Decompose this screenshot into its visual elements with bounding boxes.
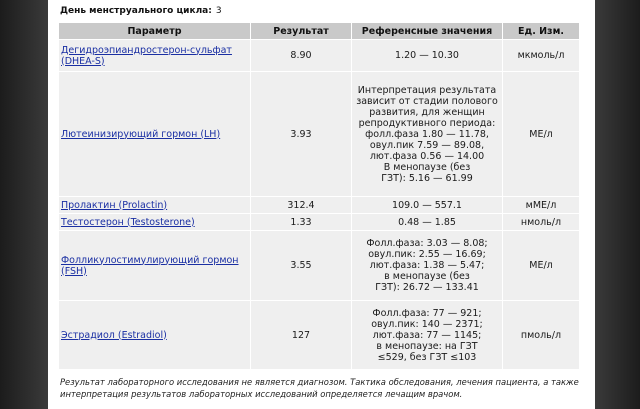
parameter-link-testosterone[interactable]: Тестостерон (Testosterone)	[61, 216, 195, 228]
results-table	[58, 22, 580, 370]
table-row	[59, 40, 579, 71]
cycle-day	[60, 6, 222, 16]
table-header-row	[59, 23, 579, 39]
top-divider	[60, 0, 580, 2]
table-row	[59, 197, 579, 213]
header-result: Результат	[251, 23, 351, 39]
reference-cell: Фолл.фаза: 3.03 — 8.08; овул.пик: 2.55 — 16.69; лют.фаза: 1.38 — 5.47; в менопаузе (без ГЗТ): 26.72 — 133.41	[352, 231, 502, 300]
reference-cell: 1.20 — 10.30	[352, 40, 502, 71]
cycle-day-label: День менструального цикла:	[60, 6, 212, 16]
left-background	[0, 0, 48, 409]
header-reference: Референсные значения	[352, 23, 502, 39]
parameter-link-fsh[interactable]: Фолликулостимулирующий гормон (FSH)	[61, 254, 239, 277]
parameter-link-estradiol[interactable]: Эстрадиол (Estradiol)	[61, 329, 167, 341]
parameter-cell	[59, 72, 250, 196]
reference-cell: Интерпретация результата зависит от стадии полового развития, для женщин репродуктивного периода: фолл.фаза 1.80 — 11.78, овул.пик 7.59 — 89.08, лют.фаза 0.56 — 14.00 В менопаузе (без ГЗТ): 5.16 — 61.99	[352, 72, 502, 196]
cycle-day-value: 3	[215, 6, 222, 16]
reference-cell: Фолл.фаза: 77 — 921; овул.пик: 140 — 2371; лют.фаза: 77 — 1145; в менопаузе: на ГЗТ ≤529, без ГЗТ ≤103	[352, 301, 502, 369]
unit-cell: МЕ/л	[503, 231, 579, 300]
parameter-link-dhea-s[interactable]: Дегидроэпиандростерон-сульфат (DHEA-S)	[61, 44, 232, 67]
table-row	[59, 231, 579, 300]
table-row	[59, 214, 579, 230]
parameter-cell	[59, 231, 250, 300]
result-cell: 127	[251, 301, 351, 369]
unit-cell: МЕ/л	[503, 72, 579, 196]
header-unit: Ед. Изм.	[503, 23, 579, 39]
result-cell: 3.93	[251, 72, 351, 196]
table-row	[59, 301, 579, 369]
footnote-line-2: интерпретация результатов лабораторных исследований определяется лечащим врачом.	[60, 389, 463, 399]
parameter-cell	[59, 214, 250, 230]
reference-cell: 0.48 — 1.85	[352, 214, 502, 230]
footnote-line-1: Результат лабораторного исследования не является диагнозом. Тактика обследования, лечения пациента, а также	[60, 377, 579, 387]
unit-cell: мкмоль/л	[503, 40, 579, 71]
result-cell: 312.4	[251, 197, 351, 213]
right-background	[595, 0, 640, 409]
header-parameter: Параметр	[59, 23, 250, 39]
table-row	[59, 72, 579, 196]
result-cell: 1.33	[251, 214, 351, 230]
disclaimer-footnote	[60, 376, 585, 400]
result-cell: 3.55	[251, 231, 351, 300]
reference-cell: 109.0 — 557.1	[352, 197, 502, 213]
parameter-cell	[59, 197, 250, 213]
unit-cell: нмоль/л	[503, 214, 579, 230]
parameter-cell	[59, 40, 250, 71]
lab-report-page	[48, 0, 595, 409]
result-cell: 8.90	[251, 40, 351, 71]
unit-cell: мМЕ/л	[503, 197, 579, 213]
parameter-cell	[59, 301, 250, 369]
parameter-link-lh[interactable]: Лютеинизирующий гормон (LH)	[61, 128, 221, 140]
parameter-link-prolactin[interactable]: Пролактин (Prolactin)	[61, 199, 168, 211]
unit-cell: пмоль/л	[503, 301, 579, 369]
